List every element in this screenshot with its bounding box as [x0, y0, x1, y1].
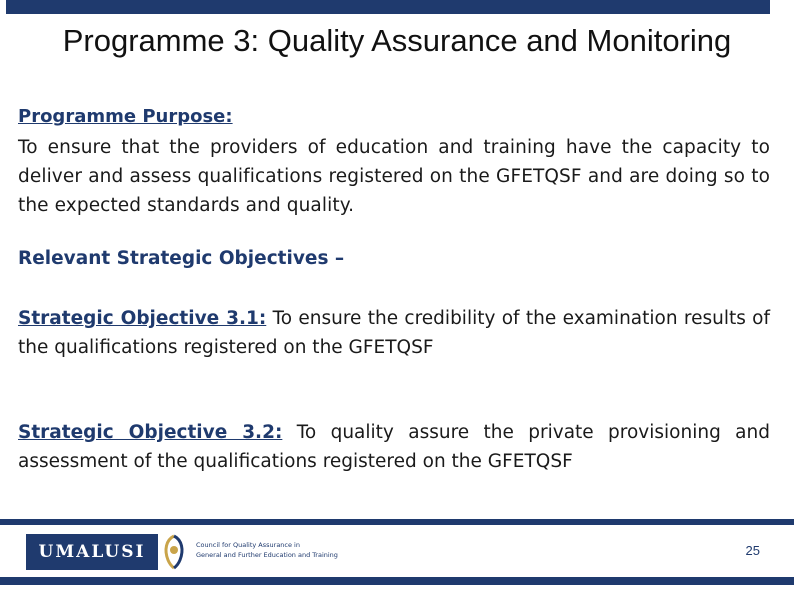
umalusi-emblem-icon: [160, 532, 188, 572]
organisation-line-1: Council for Quality Assurance in: [196, 541, 300, 549]
objective-label: Strategic Objective 3.2:: [18, 422, 283, 443]
footer-bar-bottom: [0, 577, 794, 585]
objective-label: Strategic Objective 3.1:: [18, 308, 267, 329]
footer-bar-top: [0, 519, 794, 525]
top-band-right-tab: [770, 0, 794, 14]
top-band: [0, 0, 794, 14]
programme-purpose-heading: Programme Purpose:: [18, 106, 233, 127]
top-band-left-tab: [0, 0, 28, 14]
strategic-objective-3-1: [18, 304, 770, 362]
objective-text: To quality assure the private provisioning and assessment of the qualifications registered on the GFETQSF: [18, 422, 770, 472]
umalusi-logo: UMALUSI: [26, 534, 158, 570]
organisation-line-2: General and Further Education and Training: [196, 551, 338, 559]
organisation-name: [196, 540, 338, 560]
strategic-objective-3-2: [18, 418, 770, 476]
relevant-objectives-heading: Relevant Strategic Objectives –: [18, 248, 345, 269]
programme-purpose-text: To ensure that the providers of education and training have the capacity to deliver and assess qualifications registered on the GFETQSF and are doing so to the expected standards and quality.: [18, 137, 770, 216]
page-number: 25: [745, 543, 760, 558]
objective-text: To ensure the credibility of the examination results of the qualifications registered on the GFETQSF: [18, 308, 771, 358]
slide-title: Programme 3: Quality Assurance and Monitoring: [62, 23, 732, 58]
